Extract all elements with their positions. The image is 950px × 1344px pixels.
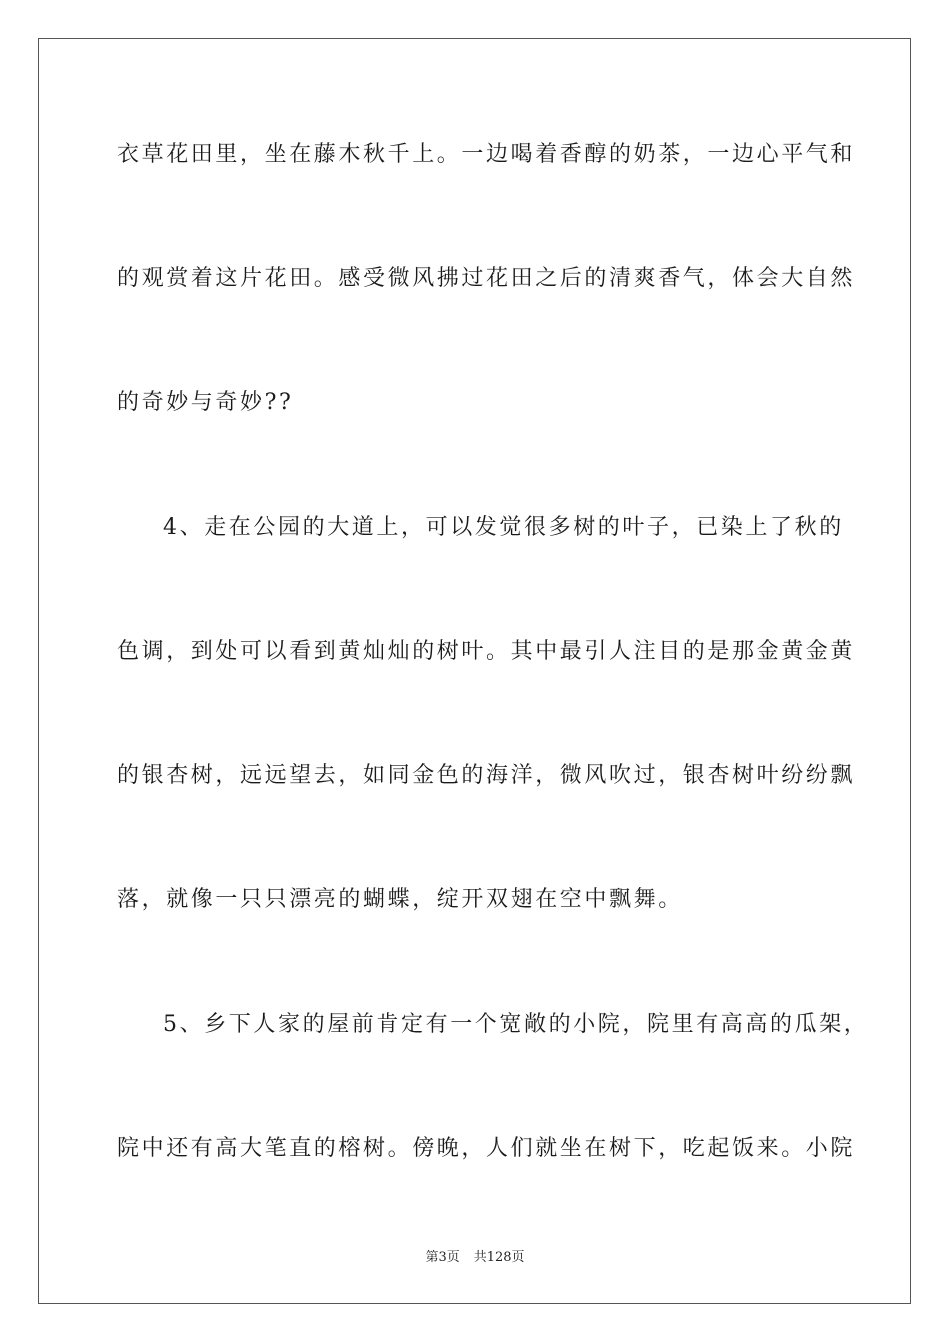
page-border xyxy=(38,38,911,1304)
paragraph-line: 4、走在公园的大道上，可以发觉很多树的叶子，已染上了秋的 xyxy=(163,515,844,540)
total-pages: 共128页 xyxy=(473,1250,525,1265)
paragraph-line: 落，就像一只只漂亮的蝴蝶，绽开双翅在空中飘舞。 xyxy=(117,887,683,912)
page-footer xyxy=(0,1246,950,1265)
paragraph-line: 5、乡下人家的屋前肯定有一个宽敞的小院，院里有高高的瓜架， xyxy=(163,1012,869,1037)
paragraph-line: 的观赏着这片花田。感受微风拂过花田之后的清爽香气，体会大自然 xyxy=(117,266,856,291)
page-number: 第3页 xyxy=(425,1250,460,1265)
paragraph-line: 色调，到处可以看到黄灿灿的树叶。其中最引人注目的是那金黄金黄 xyxy=(117,639,856,664)
paragraph-line: 的银杏树，远远望去，如同金色的海洋，微风吹过，银杏树叶纷纷飘 xyxy=(117,763,856,788)
paragraph-line: 的奇妙与奇妙?? xyxy=(117,390,294,415)
paragraph-line: 衣草花田里，坐在藤木秋千上。一边喝着香醇的奶茶，一边心平气和 xyxy=(117,142,856,167)
paragraph-line: 院中还有高大笔直的榕树。傍晚，人们就坐在树下，吃起饭来。小院 xyxy=(117,1136,856,1161)
